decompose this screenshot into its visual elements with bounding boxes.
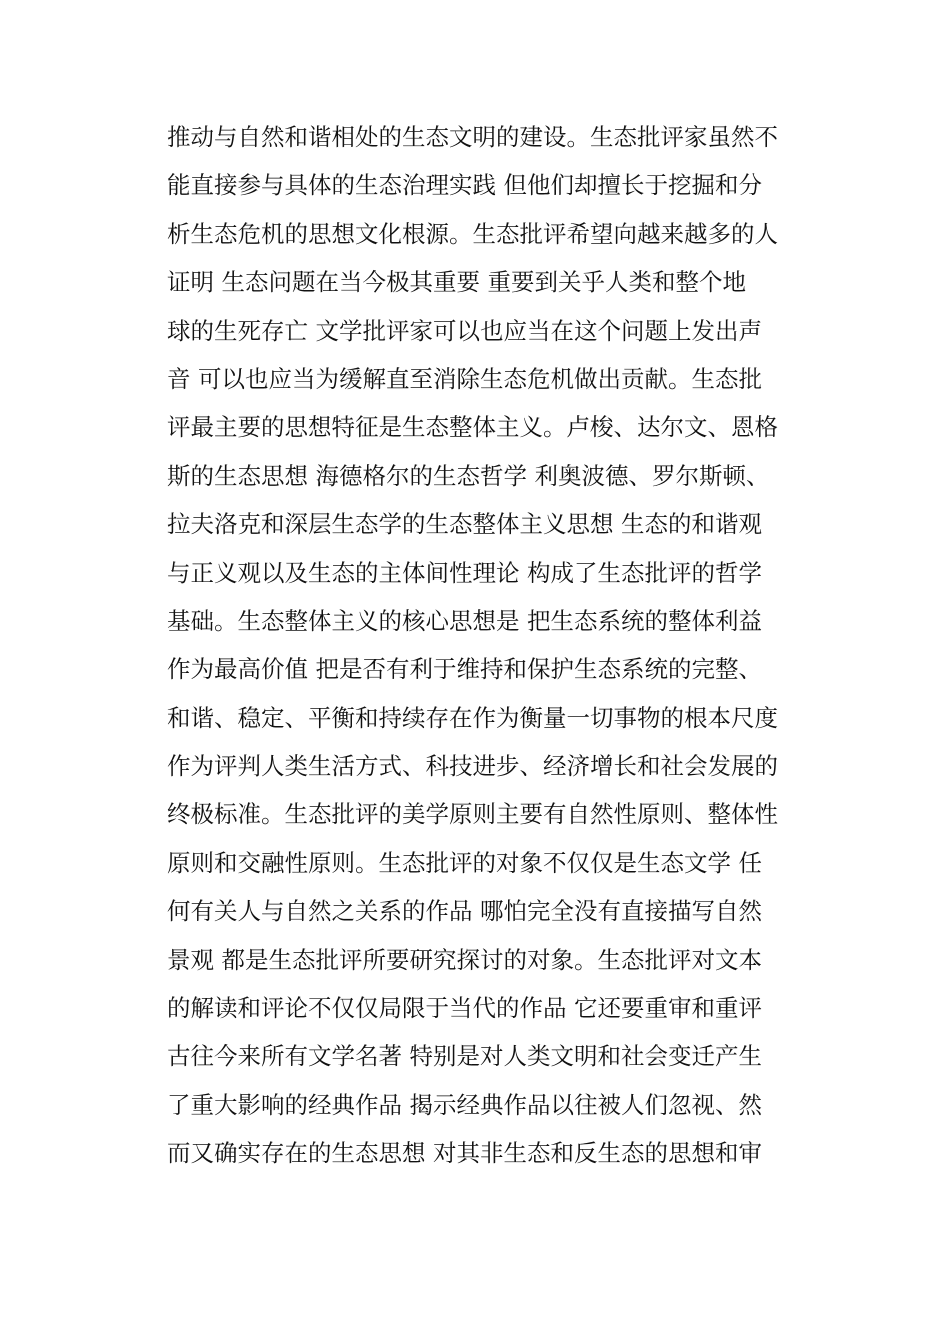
text-line: 和谐、稳定、平衡和持续存在作为衡量一切事物的根本尺度	[167, 703, 778, 732]
text-line: 基础。生态整体主义的核心思想是 把生态系统的整体利益	[167, 606, 762, 635]
text-line: 而又确实存在的生态思想 对其非生态和反生态的思想和审	[167, 1139, 762, 1168]
text-line: 了重大影响的经典作品 揭示经典作品以往被人们忽视、然	[167, 1090, 762, 1119]
text-line: 作为评判人类生活方式、科技进步、经济增长和社会发展的	[167, 752, 778, 781]
text-line: 的解读和评论不仅仅局限于当代的作品 它还要重审和重评	[167, 994, 762, 1023]
text-line: 评最主要的思想特征是生态整体主义。卢梭、达尔文、恩格	[167, 413, 778, 442]
text-line: 原则和交融性原则。生态批评的对象不仅仅是生态文学 任	[167, 848, 762, 877]
text-line: 能直接参与具体的生态治理实践 但他们却擅长于挖掘和分	[167, 171, 762, 200]
text-line: 斯的生态思想 海德格尔的生态哲学 利奥波德、罗尔斯顿、	[167, 461, 770, 490]
text-line: 推动与自然和谐相处的生态文明的建设。生态批评家虽然不	[167, 123, 778, 151]
text-line: 拉夫洛克和深层生态学的生态整体主义思想 生态的和谐观	[167, 510, 762, 539]
text-line: 证明 生态问题在当今极其重要 重要到关乎人类和整个地	[167, 268, 746, 297]
text-line: 古往今来所有文学名著 特别是对人类文明和社会变迁产生	[167, 1042, 762, 1071]
body-paragraph	[167, 113, 807, 1178]
text-line: 音 可以也应当为缓解直至消除生态危机做出贡献。生态批	[167, 364, 762, 393]
text-line: 与正义观以及生态的主体间性理论 构成了生态批评的哲学	[167, 558, 762, 587]
text-line: 终极标准。生态批评的美学原则主要有自然性原则、整体性	[167, 800, 778, 829]
text-line: 景观 都是生态批评所要研究探讨的对象。生态批评对文本	[167, 945, 762, 974]
text-line: 球的生死存亡 文学批评家可以也应当在这个问题上发出声	[167, 316, 762, 345]
text-line: 析生态危机的思想文化根源。生态批评希望向越来越多的人	[167, 219, 778, 248]
text-line: 何有关人与自然之关系的作品 哪怕完全没有直接描写自然	[167, 897, 762, 926]
text-line: 作为最高价值 把是否有利于维持和保护生态系统的完整、	[167, 655, 762, 684]
